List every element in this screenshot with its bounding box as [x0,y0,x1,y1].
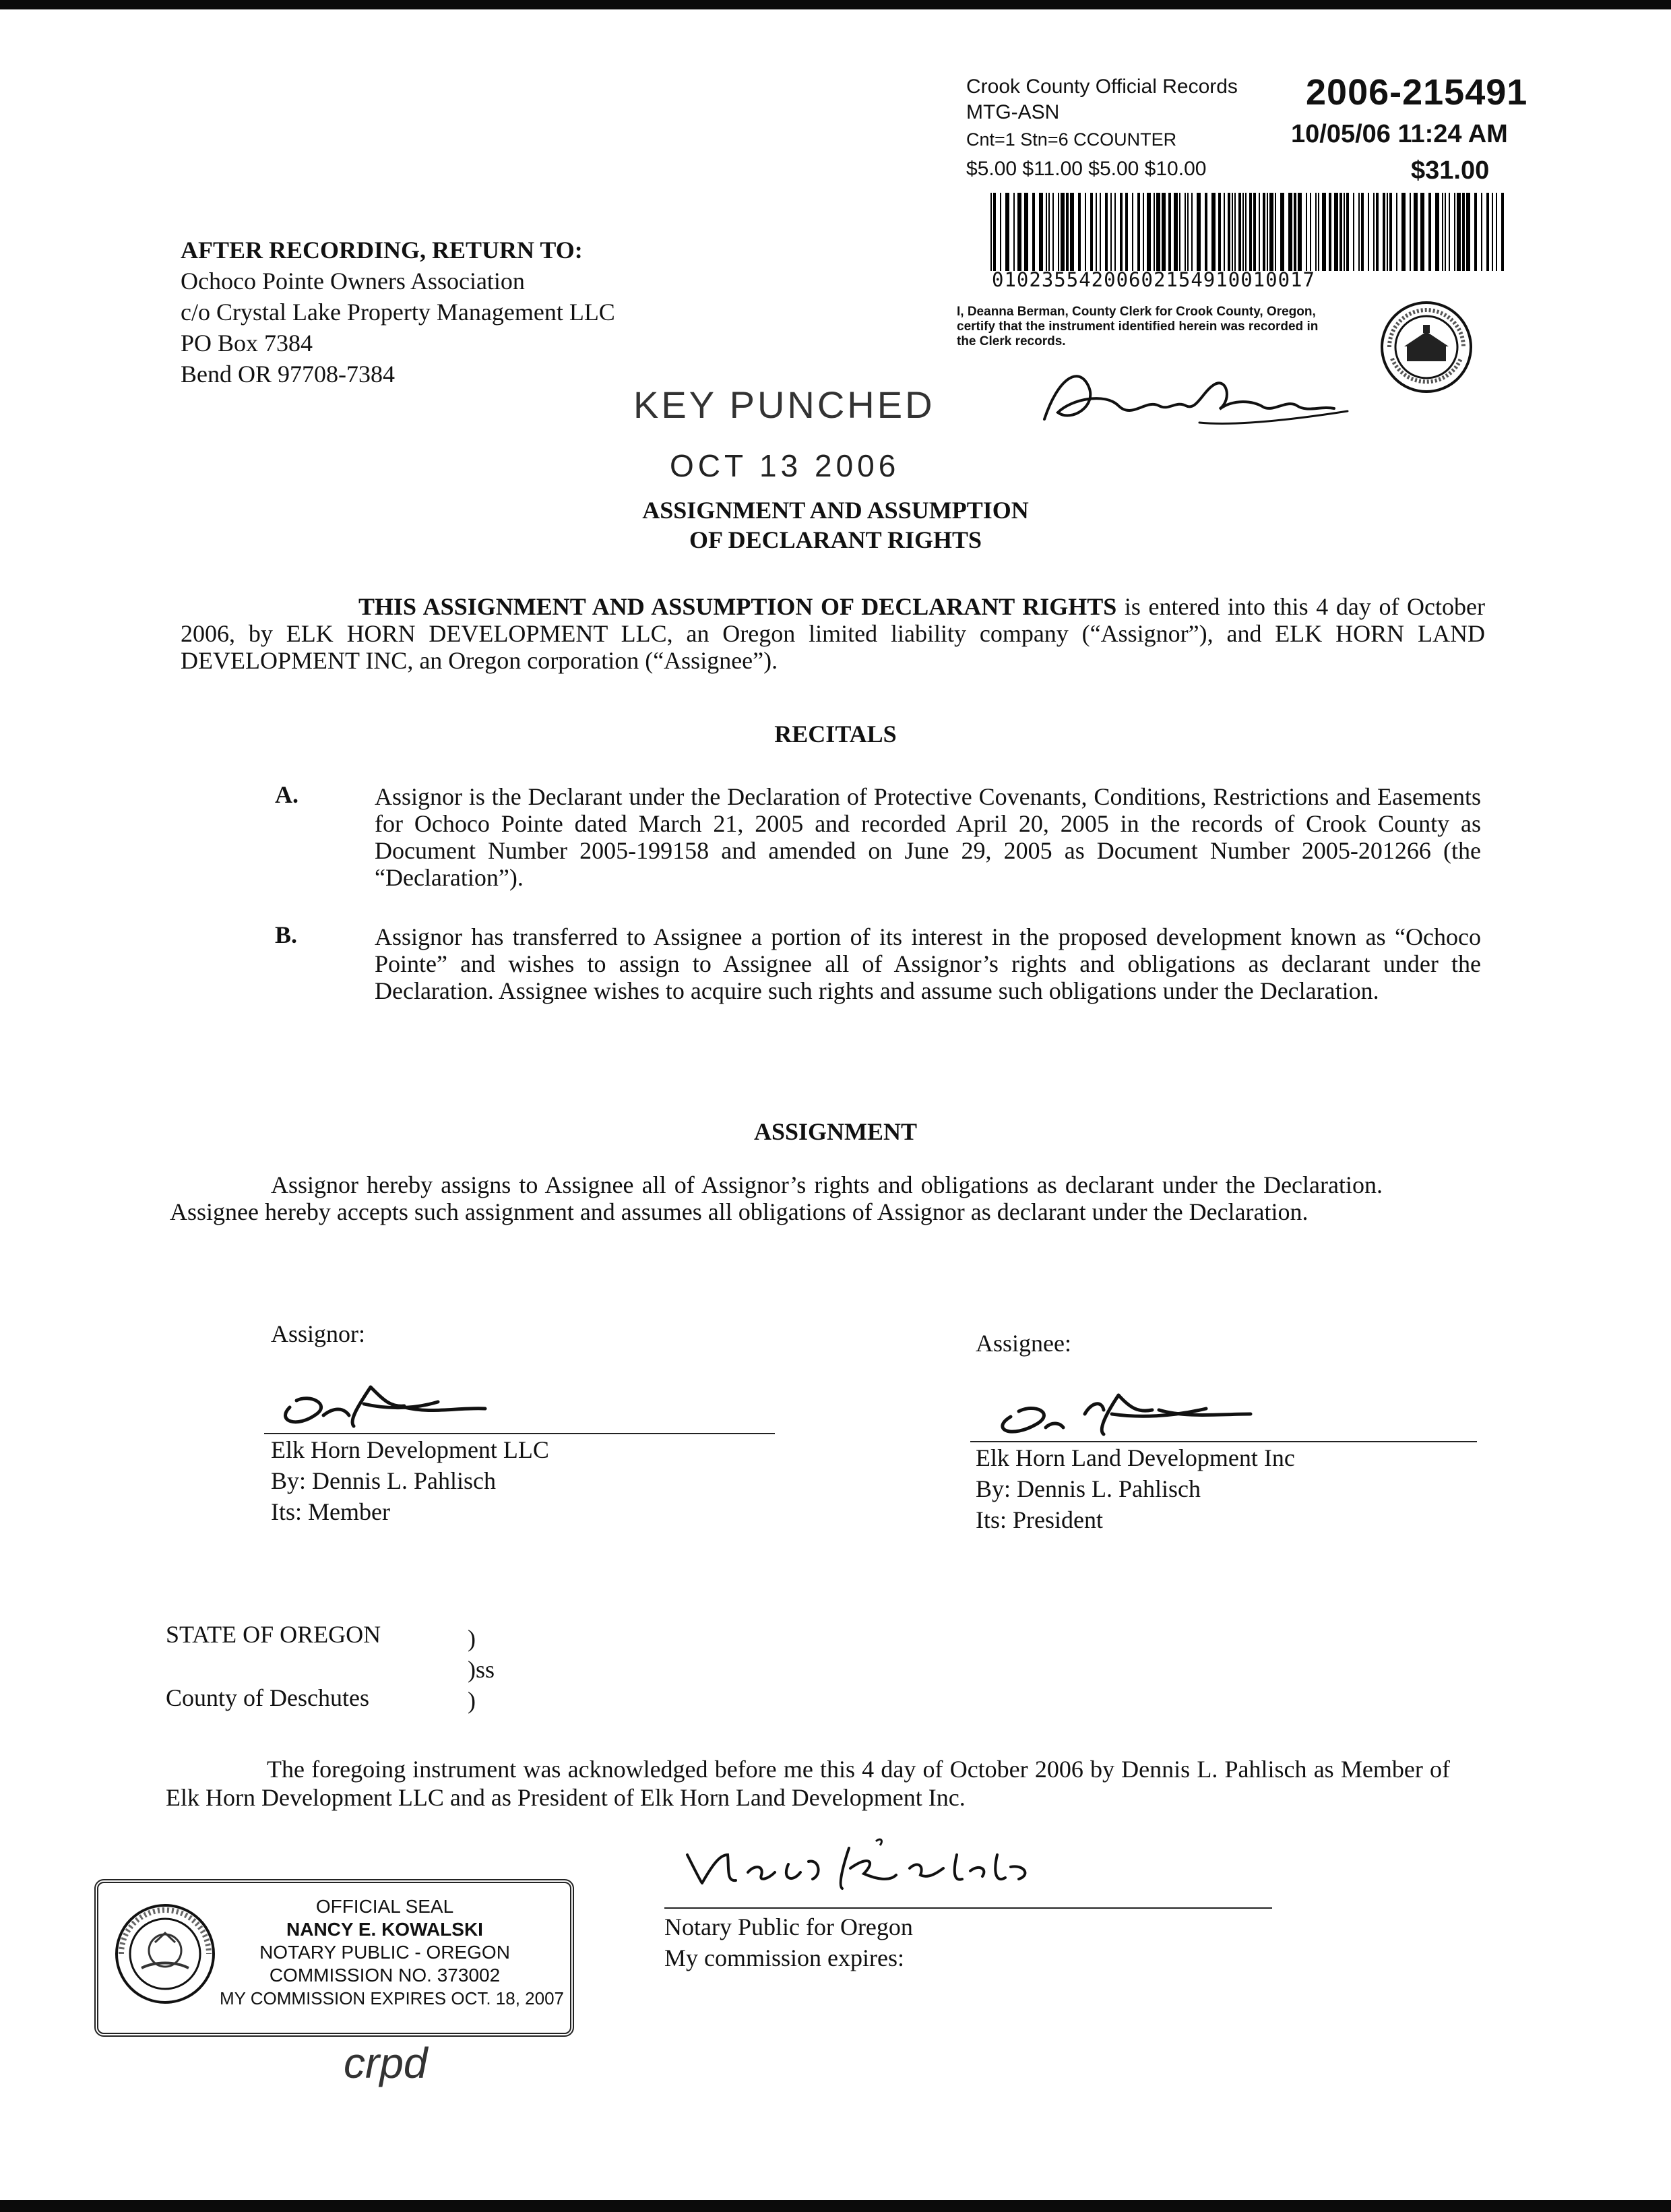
barcode-bar [1501,193,1504,271]
assignee-its: Its: President [976,1506,1103,1533]
barcode-bar [1174,193,1178,271]
barcode-bar [1114,193,1116,271]
barcode-bar [1058,193,1059,271]
barcode-bar [1344,193,1345,271]
county-seal [1380,301,1473,394]
barcode-bar [1156,193,1160,271]
barcode-bar [1147,193,1151,271]
barcode-bar [1401,193,1406,271]
barcode-bar [1275,193,1276,271]
barcode-bar [1232,193,1233,271]
barcode-bar [1017,193,1021,271]
barcode-bar [1358,193,1360,271]
notary-signature [674,1835,1092,1895]
barcode-bar [1445,193,1446,271]
barcode-bar [1162,193,1166,271]
return-to-line: c/o Crystal Lake Property Management LLC [181,299,615,326]
return-to-line: PO Box 7384 [181,330,313,357]
recording-office: Crook County Official Records [966,75,1238,98]
barcode-bar [1462,193,1465,271]
notary-seal-line: NOTARY PUBLIC - OREGON [259,1942,510,1963]
barcode-bar [1185,193,1186,271]
barcode-bar [1346,193,1349,271]
return-to-heading: AFTER RECORDING, RETURN TO: [181,237,583,264]
barcode-bar [1396,193,1397,271]
barcode-bar [1457,193,1461,271]
venue-state: STATE OF OREGON [166,1621,381,1648]
clerk-signature [1031,359,1354,433]
barcode-bar [1361,193,1364,271]
document-title-line2: OF DECLARANT RIGHTS [689,526,982,553]
barcode-bar [1154,193,1155,271]
barcode-number: 01023554200602154910010017 [992,268,1315,291]
clerk-certification: I, Deanna Berman, County Clerk for Crook County, Oregon, certify that the instrument identified herein was recorded in the Clerk records. [957,305,1319,348]
assignor-signature [270,1367,492,1434]
barcode-bar [1070,193,1074,271]
venue-ss: )ss [468,1656,495,1683]
assignment-text: Assignor hereby assigns to Assignee all of Assignor’s rights and obligations as declarant under the Declaration. Assignee hereby accepts such assignment and assumes all obligations of Assignor as declarant under the Declaration. [170,1171,1383,1225]
barcode-bar [1132,193,1133,271]
recital-label: A. [275,781,298,808]
barcode-bar [1168,193,1171,271]
barcode-bar [1373,193,1375,271]
barcode-bar [1454,193,1455,271]
barcode-bar [1383,193,1385,271]
barcode-bar [1376,193,1379,271]
barcode-bar [1334,193,1338,271]
document-title: ASSIGNMENT AND ASSUMPTION [642,497,1029,524]
barcode-bar [1387,193,1388,271]
barcode-bar [1066,193,1069,271]
barcode-bar [1310,193,1311,271]
barcode-bar [1339,193,1342,271]
barcode-bar [993,193,996,271]
assignee-label: Assignee: [976,1330,1071,1357]
recital-text: Assignor is the Declarant under the Declaration of Protective Covenants, Conditions, Restrictions and Easements for Ochoco Pointe dated March 21, 2005 and recorded April 20, 2005 in the records of Crook County as Document Number 2005-199158 and amended on June 29, 2005 as Document Number 2005-201266 (the “Declaration”). [375,783,1481,891]
barcode-bar [1428,193,1431,271]
assignor-by: By: Dennis L. Pahlisch [271,1467,496,1494]
recording-datetime: 10/05/06 11:24 AM [1291,120,1508,148]
barcode-bar [1179,193,1180,271]
barcode-bar [1442,193,1443,271]
barcode-bar [1322,193,1326,271]
barcode-bar [1449,193,1450,271]
intro-text: is entered into this 4 day of October 2006, by ELK HORN DEVELOPMENT LLC, an Oregon limited liability company (“Assignor”), and ELK HORN LAND DEVELOPMENT INC, an Oregon corporation (“Assignee”). [181,593,1485,674]
barcode-bar [1197,193,1201,271]
barcode-bar [1466,193,1470,271]
notary-seal-name: NANCY E. KOWALSKI [286,1919,483,1940]
barcode-bar [1259,193,1260,271]
recording-total-fee: $31.00 [1411,156,1490,185]
barcode-bar [1205,193,1207,271]
barcode-bar [1496,193,1497,271]
barcode-bar [1238,193,1241,271]
notary-commission-label: My commission expires: [664,1944,904,1971]
barcode-bar [1120,193,1123,271]
assignee-signature [984,1375,1253,1442]
barcode-bar [1039,193,1043,271]
recording-fees: $5.00 $11.00 $5.00 $10.00 [966,158,1207,180]
barcode-bar [1191,193,1193,271]
barcode-bar [1267,193,1268,271]
barcode-bar [1280,193,1284,271]
recording-doc-number: 2006-215491 [1306,72,1528,113]
venue-county: County of Deschutes [166,1684,369,1711]
intro-lead: THIS ASSIGNMENT AND ASSUMPTION OF DECLARANT RIGHTS [358,593,1117,620]
barcode-bar [1048,193,1050,271]
barcode-bar [1389,193,1392,271]
barcode-bar [1242,193,1244,271]
assignor-its: Its: Member [271,1498,390,1525]
barcode-bar [1492,193,1493,271]
barcode-bar [1090,193,1093,271]
barcode-bar [1329,193,1331,271]
barcode-bar [1211,193,1216,271]
barcode-bar [1085,193,1086,271]
barcode-bar [1263,193,1265,271]
assignor-label: Assignor: [271,1320,366,1347]
notary-seal-text [220,1895,565,2010]
venue-paren-bottom: ) [468,1687,476,1714]
barcode-bar [1253,193,1256,271]
barcode-bar [1481,193,1482,271]
barcode-bar [1046,193,1047,271]
barcode-bar [1000,193,1001,271]
barcode-bar [1096,193,1097,271]
barcode-bar [1224,193,1225,271]
assignee-entity: Elk Horn Land Development Inc [976,1444,1295,1471]
barcode-bar [1105,193,1108,271]
barcode-bar [1187,193,1189,271]
notary-signature-line [664,1907,1272,1909]
return-to-line: Ochoco Pointe Owners Association [181,268,525,295]
barcode-bar [1143,193,1144,271]
barcode-bar [1005,193,1009,271]
barcode-bar [1298,193,1302,271]
barcode-bar [1061,193,1065,271]
barcode-bar [1032,193,1035,271]
recording-doc-type: MTG-ASN [966,101,1060,123]
notary-seal [94,1879,574,2037]
barcode-bar [1414,193,1418,271]
recitals-heading: RECITALS [774,720,897,747]
notary-title: Notary Public for Oregon [664,1913,913,1940]
barcode-bar [1486,193,1489,271]
barcode-bar [1100,193,1101,271]
recital-text: Assignor has transferred to Assignee a portion of its interest in the proposed development known as “Ochoco Pointe” and wishes to assign to Assignee all of Assignor’s rights and obligations as declarant under the Declaration. Assignee wishes to acquire such rights and assume such obligations under the Declaration. [375,923,1481,1004]
notary-seal-line: OFFICIAL SEAL [315,1896,454,1917]
received-date-stamp: OCT 13 2006 [670,448,900,483]
scan-top-edge [0,0,1671,9]
barcode-bar [990,193,992,271]
barcode-bar [1125,193,1128,271]
barcode-bar [1420,193,1424,271]
notary-seal-expiry: MY COMMISSION EXPIRES OCT. 18, 2007 [220,1988,565,2008]
barcode-bar [1435,193,1439,271]
recording-barcode [990,193,1505,271]
barcode-bar [1410,193,1411,271]
assignee-by: By: Dennis L. Pahlisch [976,1475,1201,1502]
assignment-heading: ASSIGNMENT [753,1118,918,1145]
barcode-bar [1288,193,1292,271]
barcode-bar [1245,193,1247,271]
barcode-bar [1315,193,1317,271]
barcode-bar [1228,193,1230,271]
barcode-bar [1024,193,1028,271]
scan-bottom-edge [0,2200,1671,2212]
barcode-bar [1306,193,1307,271]
acknowledgment-text: The foregoing instrument was acknowledged before me this 4 day of October 2006 by Dennis L. Pahlisch as Member of Elk Horn Development LLC and as President of Elk Horn Land Development Inc. [166,1756,1450,1811]
barcode-bar [1218,193,1221,271]
recording-counter: Cnt=1 Stn=6 CCOUNTER [966,129,1177,150]
return-to-line: Bend OR 97708-7384 [181,361,395,388]
venue-paren-top: ) [468,1625,476,1652]
handwritten-note: crpd [344,2039,428,2087]
barcode-bar [1474,193,1477,271]
barcode-bar [1249,193,1252,271]
barcode-bar [1013,193,1015,271]
intro-paragraph [181,593,1485,674]
oregon-seal-emblem [115,1903,216,2004]
barcode-bar [1052,193,1054,271]
barcode-bar [1318,193,1319,271]
recital-label: B. [275,921,298,948]
barcode-bar [1078,193,1081,271]
barcode-bar [1368,193,1369,271]
barcode-bar [1234,193,1236,271]
key-punched-stamp: KEY PUNCHED [633,383,935,426]
notary-seal-line: COMMISSION NO. 373002 [269,1965,501,1986]
barcode-bar [1269,193,1273,271]
barcode-bar [1294,193,1296,271]
assignor-entity: Elk Horn Development LLC [271,1436,549,1463]
barcode-bar [1137,193,1140,271]
barcode-bar [1110,193,1112,271]
barcode-bar [1353,193,1354,271]
